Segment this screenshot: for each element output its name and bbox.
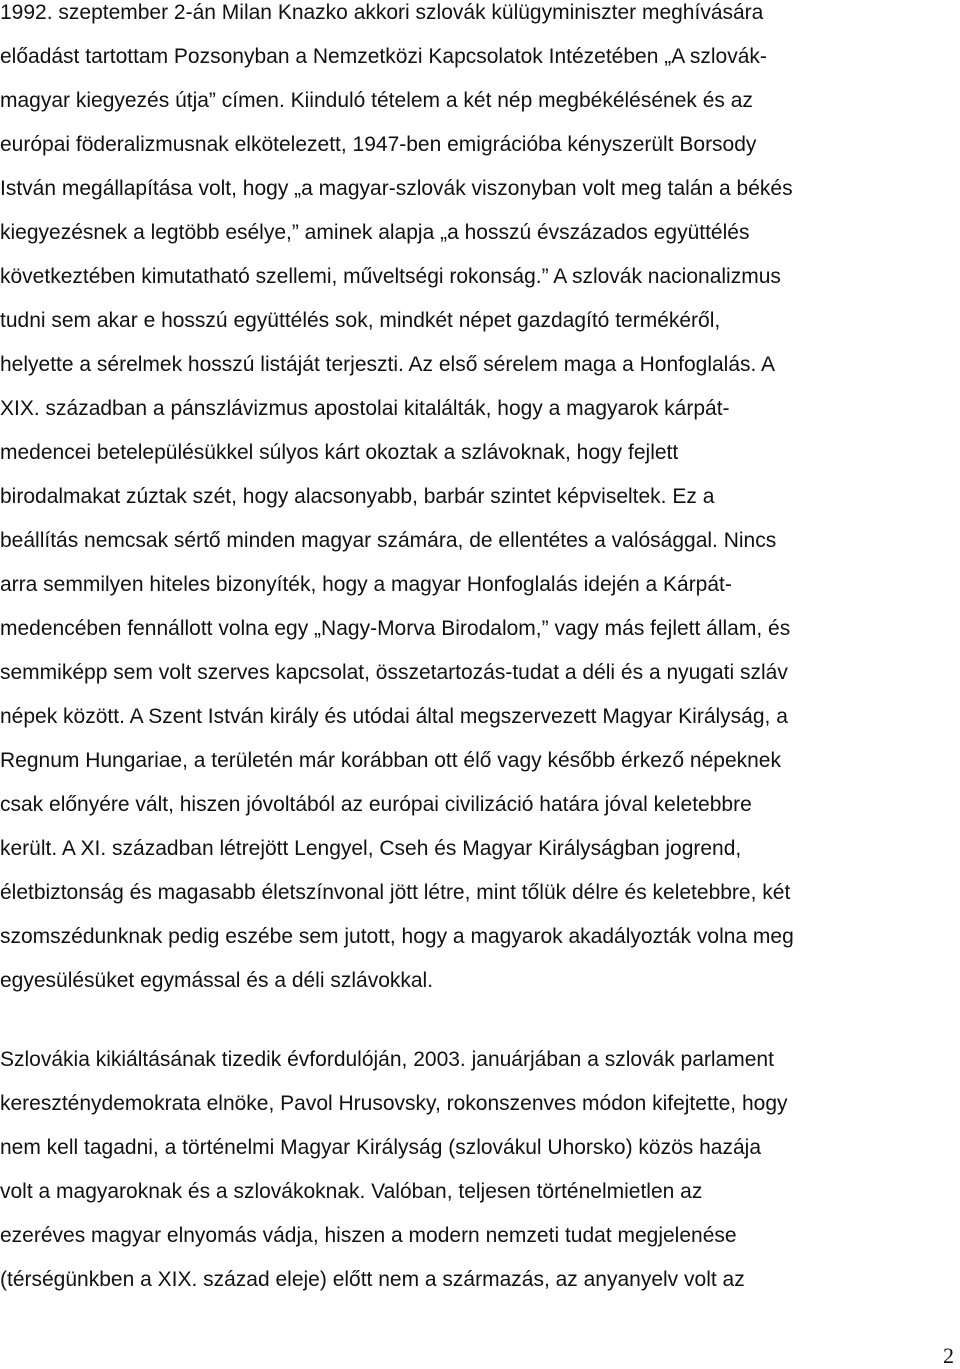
text-line: Szlovákia kikiáltásának tizedik évfordulóján, 2003. januárjában a szlovák parlament (0, 1048, 774, 1071)
text-line: XIX. században a pánszlávizmus apostolai kitalálták, hogy a magyarok kárpát- (0, 397, 730, 420)
text-line: beállítás nemcsak sértő minden magyar számára, de ellentétes a valósággal. Nincs (0, 529, 777, 552)
text-line: arra semmilyen hiteles bizonyíték, hogy a magyar Honfoglalás idején a Kárpát- (0, 573, 732, 596)
text-line: előadást tartottam Pozsonyban a Nemzetközi Kapcsolatok Intézetében „A szlovák- (0, 45, 767, 68)
text-line: helyette a sérelmek hosszú listáját terjeszti. Az első sérelem maga a Honfoglalás. A (0, 353, 776, 376)
text-line: Regnum Hungariae, a területén már korábban ott élő vagy később érkező népeknek (0, 749, 781, 772)
text-line: egyesülésüket egymással és a déli szlávokkal. (0, 969, 434, 992)
text-line: volt a magyaroknak és a szlovákoknak. Valóban, teljesen történelmietlen az (0, 1180, 703, 1203)
text-line: 1992. szeptember 2-án Milan Knazko akkori szlovák külügyminiszter meghívására (0, 1, 764, 24)
page-number: 2 (943, 1343, 954, 1368)
text-line: nem kell tagadni, a történelmi Magyar Királyság (szlovákul Uhorsko) közös hazája (0, 1136, 762, 1159)
text-line: ezeréves magyar elnyomás vádja, hiszen a modern nemzeti tudat megjelenése (0, 1224, 737, 1247)
text-line: birodalmakat zúztak szét, hogy alacsonyabb, barbár szintet képviseltek. Ez a (0, 485, 715, 508)
text-line: (térségünkben a XIX. század eleje) előtt nem a származás, az anyanyelv volt az (0, 1268, 745, 1291)
text-line: tudni sem akar e hosszú együttélés sok, mindkét népet gazdagító termékéről, (0, 309, 721, 332)
text-line: európai föderalizmusnak elkötelezett, 1947-ben emigrációba kényszerült Borsody (0, 133, 757, 156)
text-line: István megállapítása volt, hogy „a magyar-szlovák viszonyban volt meg talán a békés (0, 177, 793, 200)
text-line: kiegyezésnek a legtöbb esélye,” aminek alapja „a hosszú évszázados együttélés (0, 221, 750, 244)
text-line: medencében fennállott volna egy „Nagy-Morva Birodalom,” vagy más fejlett állam, és (0, 617, 791, 640)
text-line: népek között. A Szent István király és utódai által megszervezett Magyar Királyság, a (0, 705, 788, 728)
text-line: következtében kimutatható szellemi, műveltségi rokonság.” A szlovák nacionalizmus (0, 265, 781, 288)
text-line: magyar kiegyezés útja” címen. Kiinduló tételem a két nép megbékélésének és az (0, 89, 753, 112)
text-line: életbiztonság és magasabb életszínvonal jött létre, mint tőlük délre és keletebbre, két (0, 881, 791, 904)
text-line: medencei betelepülésükkel súlyos kárt okoztak a szlávoknak, hogy fejlett (0, 441, 679, 464)
text-line: semmiképp sem volt szerves kapcsolat, összetartozás-tudat a déli és a nyugati szláv (0, 661, 788, 684)
text-line: csak előnyére vált, hiszen jóvoltából az európai civilizáció határa jóval keletebbre (0, 793, 752, 816)
text-line: kereszténydemokrata elnöke, Pavol Hrusovsky, rokonszenves módon kifejtette, hogy (0, 1092, 788, 1115)
text-line: került. A XI. században létrejött Lengyel, Cseh és Magyar Királyságban jogrend, (0, 837, 742, 860)
text-line: szomszédunknak pedig eszébe sem jutott, hogy a magyarok akadályozták volna meg (0, 925, 794, 948)
